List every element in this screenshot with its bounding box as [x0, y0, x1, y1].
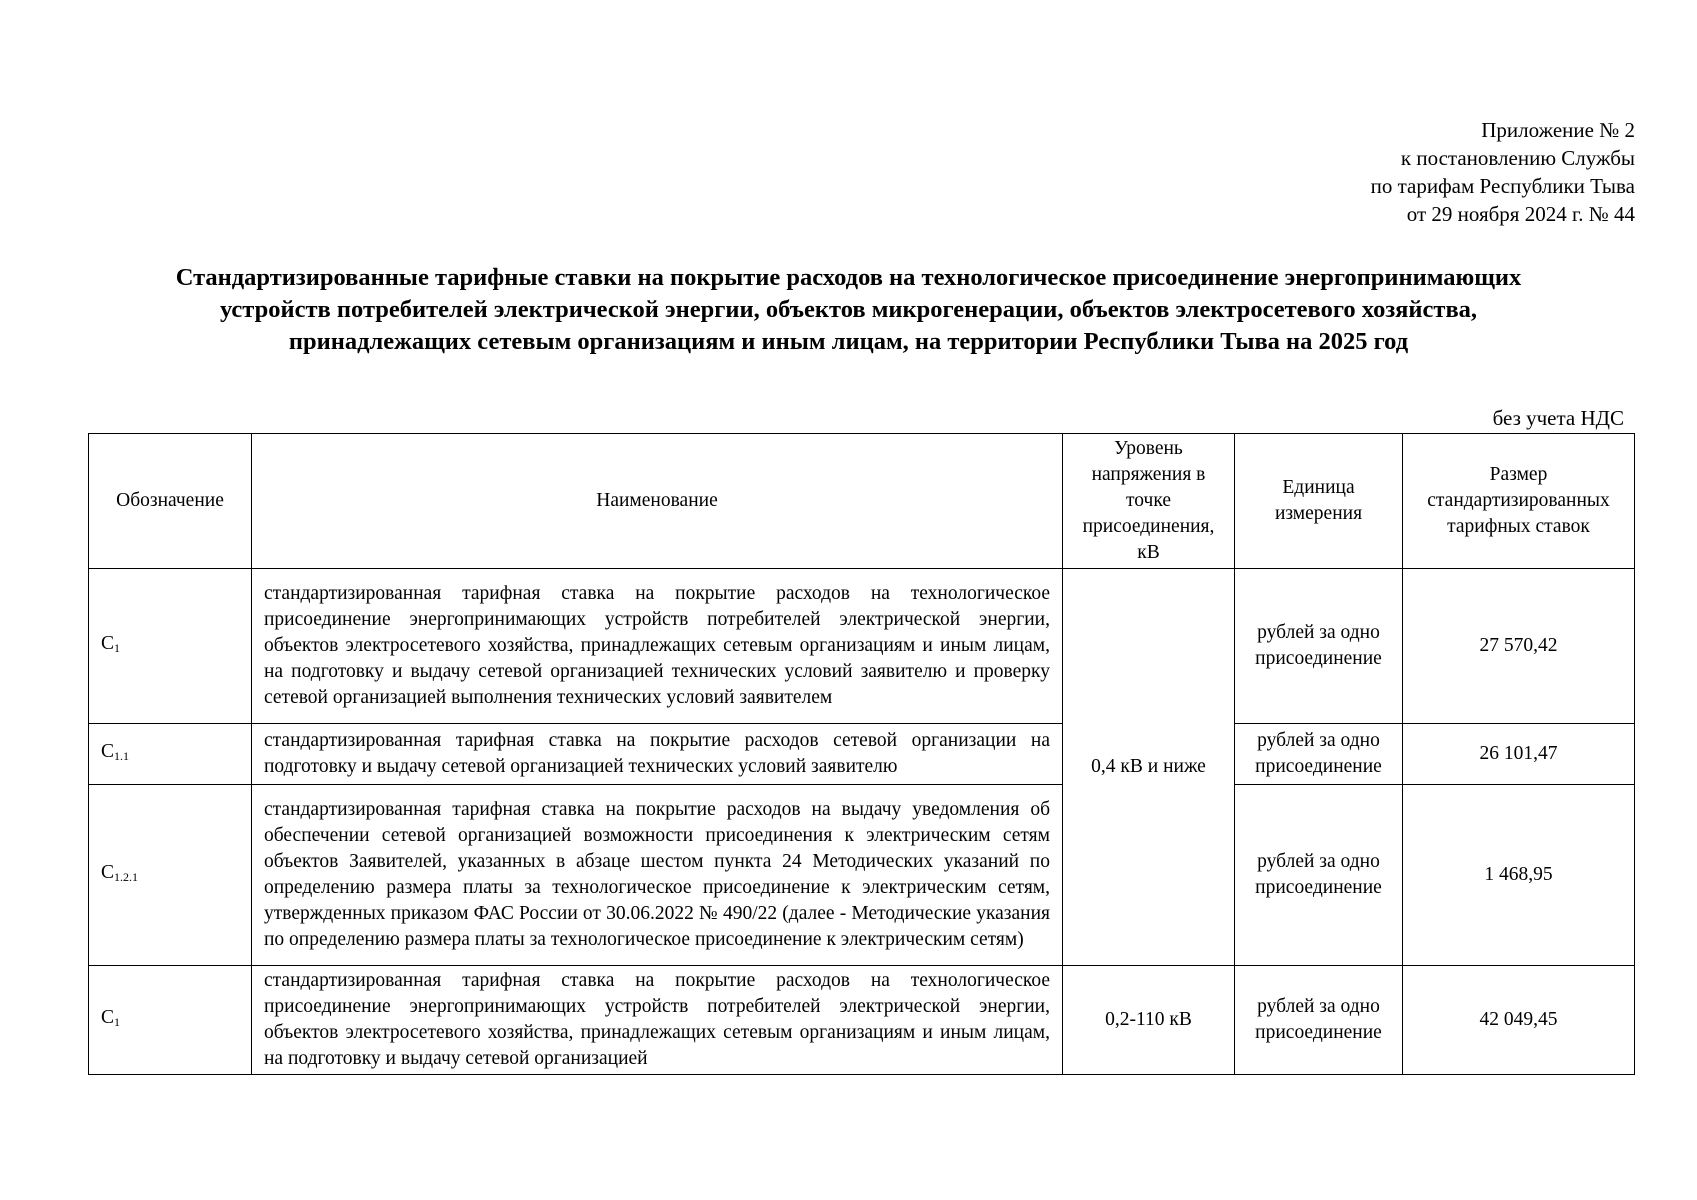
- name-cell: стандартизированная тарифная ставка на покрытие расходов на технологическое присоединение энергопринимающих устройств потребителей электрической энергии, объектов электросетевого хозяйства, принадлежащих сетевым организациям и иным лицам, на подготовку и выдачу сетевой организацией: [252, 966, 1063, 1075]
- value-cell: 26 101,47: [1403, 724, 1635, 785]
- header-designation: Обозначение: [89, 434, 252, 569]
- title-line: устройств потребителей электрической энергии, объектов микрогенерации, объектов электросетевого хозяйства,: [219, 296, 1478, 323]
- designation-cell: [89, 966, 252, 1075]
- table-row: [89, 569, 1635, 724]
- designation-symbol: C: [101, 862, 115, 883]
- document-title: [40, 262, 1657, 358]
- title-line: принадлежащих сетевым организациям и иным лицам, на территории Республики Тыва на 2025 год: [288, 328, 1409, 355]
- appendix-line: Приложение № 2: [1481, 118, 1635, 142]
- unit-cell: рублей за одно присоединение: [1235, 569, 1403, 724]
- designation-symbol: C: [101, 633, 115, 654]
- designation-symbol: C: [101, 1007, 115, 1028]
- designation-cell: [89, 724, 252, 785]
- name-cell: стандартизированная тарифная ставка на покрытие расходов на выдачу уведомления об обеспечении сетевой организацией возможности присоединения к электрическим сетям объектов Заявителей, указанных в абзаце шестом пункта 24 Методических указаний по определению размера платы за технологическое присоединение к электрическим сетям, утвержденных приказом ФАС России от 30.06.2022 № 490/22 (далее - Методические указания по определению размера платы за технологическое присоединение к электрическим сетям): [252, 785, 1063, 966]
- header-name: Наименование: [252, 434, 1063, 569]
- title-line: Стандартизированные тарифные ставки на покрытие расходов на технологическое присоединение энергопринимающих: [175, 264, 1522, 291]
- appendix-line: к постановлению Службы: [1400, 146, 1635, 170]
- table-row: [89, 966, 1635, 1075]
- designation-cell: [89, 785, 252, 966]
- appendix-block: [1371, 116, 1635, 228]
- voltage-cell: 0,4 кВ и ниже: [1063, 569, 1235, 966]
- designation-subscript: 1: [114, 641, 121, 655]
- table-row: [89, 724, 1635, 785]
- appendix-line: от 29 ноября 2024 г. № 44: [1406, 202, 1635, 226]
- designation-subscript: 1: [114, 1015, 121, 1029]
- vat-note: без учета НДС: [1492, 406, 1624, 430]
- value-cell: 27 570,42: [1403, 569, 1635, 724]
- designation-subscript: 1.1: [114, 749, 130, 763]
- table-row: [89, 785, 1635, 966]
- unit-cell: рублей за одно присоединение: [1235, 785, 1403, 966]
- designation-symbol: C: [101, 741, 115, 762]
- table-header-row: [89, 434, 1635, 569]
- name-cell: стандартизированная тарифная ставка на покрытие расходов сетевой организации на подготовку и выдачу сетевой организацией технических условий заявителю: [252, 724, 1063, 785]
- unit-cell: рублей за одно присоединение: [1235, 724, 1403, 785]
- header-voltage: Уровень напряжения в точке присоединения, кВ: [1063, 434, 1235, 569]
- header-size: Размер стандартизированных тарифных ставок: [1403, 434, 1635, 569]
- value-cell: 42 049,45: [1403, 966, 1635, 1075]
- appendix-line: по тарифам Республики Тыва: [1370, 174, 1635, 198]
- header-unit: Единица измерения: [1235, 434, 1403, 569]
- designation-subscript: 1.2.1: [114, 870, 139, 884]
- voltage-cell: 0,2-110 кВ: [1063, 966, 1235, 1075]
- designation-cell: [89, 569, 252, 724]
- unit-cell: рублей за одно присоединение: [1235, 966, 1403, 1075]
- tariff-table: [88, 433, 1635, 1075]
- name-cell: стандартизированная тарифная ставка на покрытие расходов на технологическое присоединение энергопринимающих устройств потребителей электрической энергии, объектов электросетевого хозяйства, принадлежащих сетевым организациям и иным лицам, на подготовку и выдачу сетевой организацией технических условий заявителю и проверку сетевой организацией выполнения технических условий заявителем: [252, 569, 1063, 724]
- value-cell: 1 468,95: [1403, 785, 1635, 966]
